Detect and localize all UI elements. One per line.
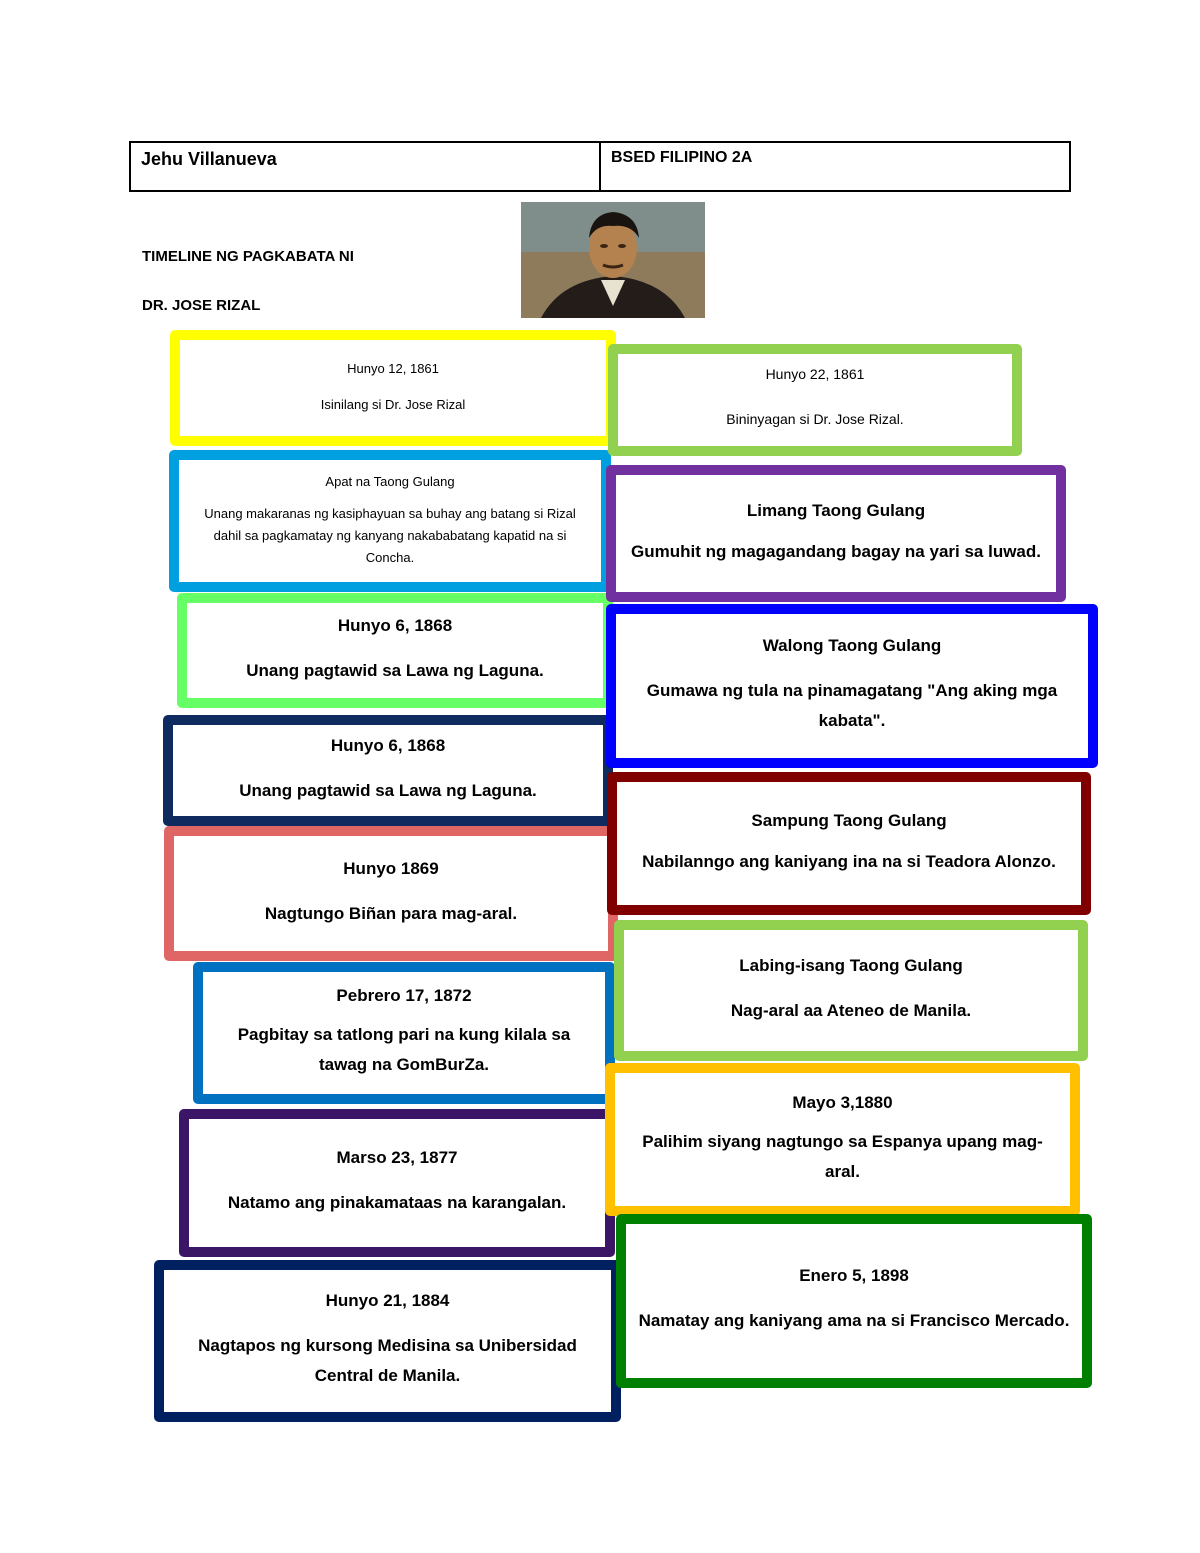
- event-heading: Limang Taong Gulang: [746, 500, 926, 520]
- event-mayo-3-1880: [605, 1063, 1080, 1216]
- event-apat-na-taong-gulang: [169, 450, 611, 592]
- event-hunyo-6-1868-b: [163, 715, 613, 826]
- event-description: Gumuhit ng magagandang bagay na yari sa luwad.: [631, 541, 1041, 561]
- event-description: Unang pagtawid sa Lawa ng Laguna.: [246, 660, 544, 680]
- event-heading: Hunyo 1869: [343, 858, 439, 878]
- event-heading: Pebrero 17, 1872: [336, 986, 472, 1005]
- page-title-line2: DR. JOSE RIZAL: [142, 297, 261, 314]
- event-labing-isang-taong-gulang: [614, 920, 1088, 1061]
- event-description: Bininyagan si Dr. Jose Rizal.: [726, 411, 904, 427]
- event-description: Nag-aral aa Ateneo de Manila.: [730, 1000, 972, 1020]
- event-heading: Apat na Taong Gulang: [325, 473, 455, 489]
- event-hunyo-21-1884: [154, 1260, 621, 1422]
- portrait-illustration: [521, 202, 705, 318]
- event-description: Namatay ang kaniyang ama na si Francisco Mercado.: [638, 1311, 1070, 1330]
- event-description: Isinilang si Dr. Jose Rizal: [320, 396, 466, 412]
- event-heading: Hunyo 6, 1868: [337, 615, 453, 635]
- student-name: Jehu Villanueva: [131, 143, 601, 190]
- event-enero-5-1898: [616, 1214, 1092, 1388]
- event-marso-23-1877: [179, 1109, 615, 1257]
- event-heading: Hunyo 6, 1868: [330, 735, 446, 755]
- event-description: Unang makaranas ng kasiphayuan sa buhay ang batang si Rizal dahil sa pagkamatay ng kanyang nakababatang kapatid na si Concha.: [204, 505, 576, 565]
- event-description: Nagtungo Biñan para mag-aral.: [264, 903, 518, 923]
- event-description: Palihim siyang nagtungo sa Espanya upang mag-aral.: [642, 1131, 1043, 1181]
- event-heading: Enero 5, 1898: [799, 1266, 909, 1285]
- event-description: Natamo ang pinakamataas na karangalan.: [227, 1193, 567, 1212]
- event-hunyo-1869: [164, 826, 618, 961]
- event-heading: Labing-isang Taong Gulang: [739, 955, 963, 975]
- event-description: Nagtapos ng kursong Medisina sa Unibersidad Central de Manila.: [198, 1336, 577, 1385]
- event-walong-taong-gulang: [606, 604, 1098, 768]
- event-heading: Sampung Taong Gulang: [751, 810, 947, 830]
- header-table: [129, 141, 1071, 192]
- event-description: Unang pagtawid sa Lawa ng Laguna.: [239, 780, 537, 800]
- event-heading: Mayo 3,1880: [792, 1092, 893, 1112]
- event-heading: Hunyo 12, 1861: [347, 360, 439, 376]
- event-pebrero-17-1872: [193, 962, 615, 1104]
- event-description: Gumawa ng tula na pinamagatang "Ang aking mga kabata".: [646, 681, 1058, 730]
- page-title-line1: TIMELINE NG PAGKABATA NI: [142, 248, 354, 265]
- event-heading: Walong Taong Gulang: [762, 636, 942, 655]
- event-hunyo-22-1861: [608, 344, 1022, 456]
- event-hunyo-6-1868-a: [177, 593, 613, 708]
- event-sampung-taong-gulang: [607, 772, 1091, 915]
- rizal-portrait-image: [521, 202, 705, 318]
- course-section: BSED FILIPINO 2A: [611, 149, 753, 166]
- event-heading: Hunyo 21, 1884: [325, 1291, 450, 1310]
- event-hunyo-12-1861: [170, 330, 616, 446]
- event-limang-taong-gulang: [606, 465, 1066, 602]
- event-heading: Hunyo 22, 1861: [765, 366, 865, 382]
- event-heading: Marso 23, 1877: [336, 1148, 458, 1167]
- event-description: Pagbitay sa tatlong pari na kung kilala sa tawag na GomBurZa.: [237, 1025, 571, 1074]
- event-description: Nabilanngo ang kaniyang ina na si Teadora Alonzo.: [642, 851, 1056, 871]
